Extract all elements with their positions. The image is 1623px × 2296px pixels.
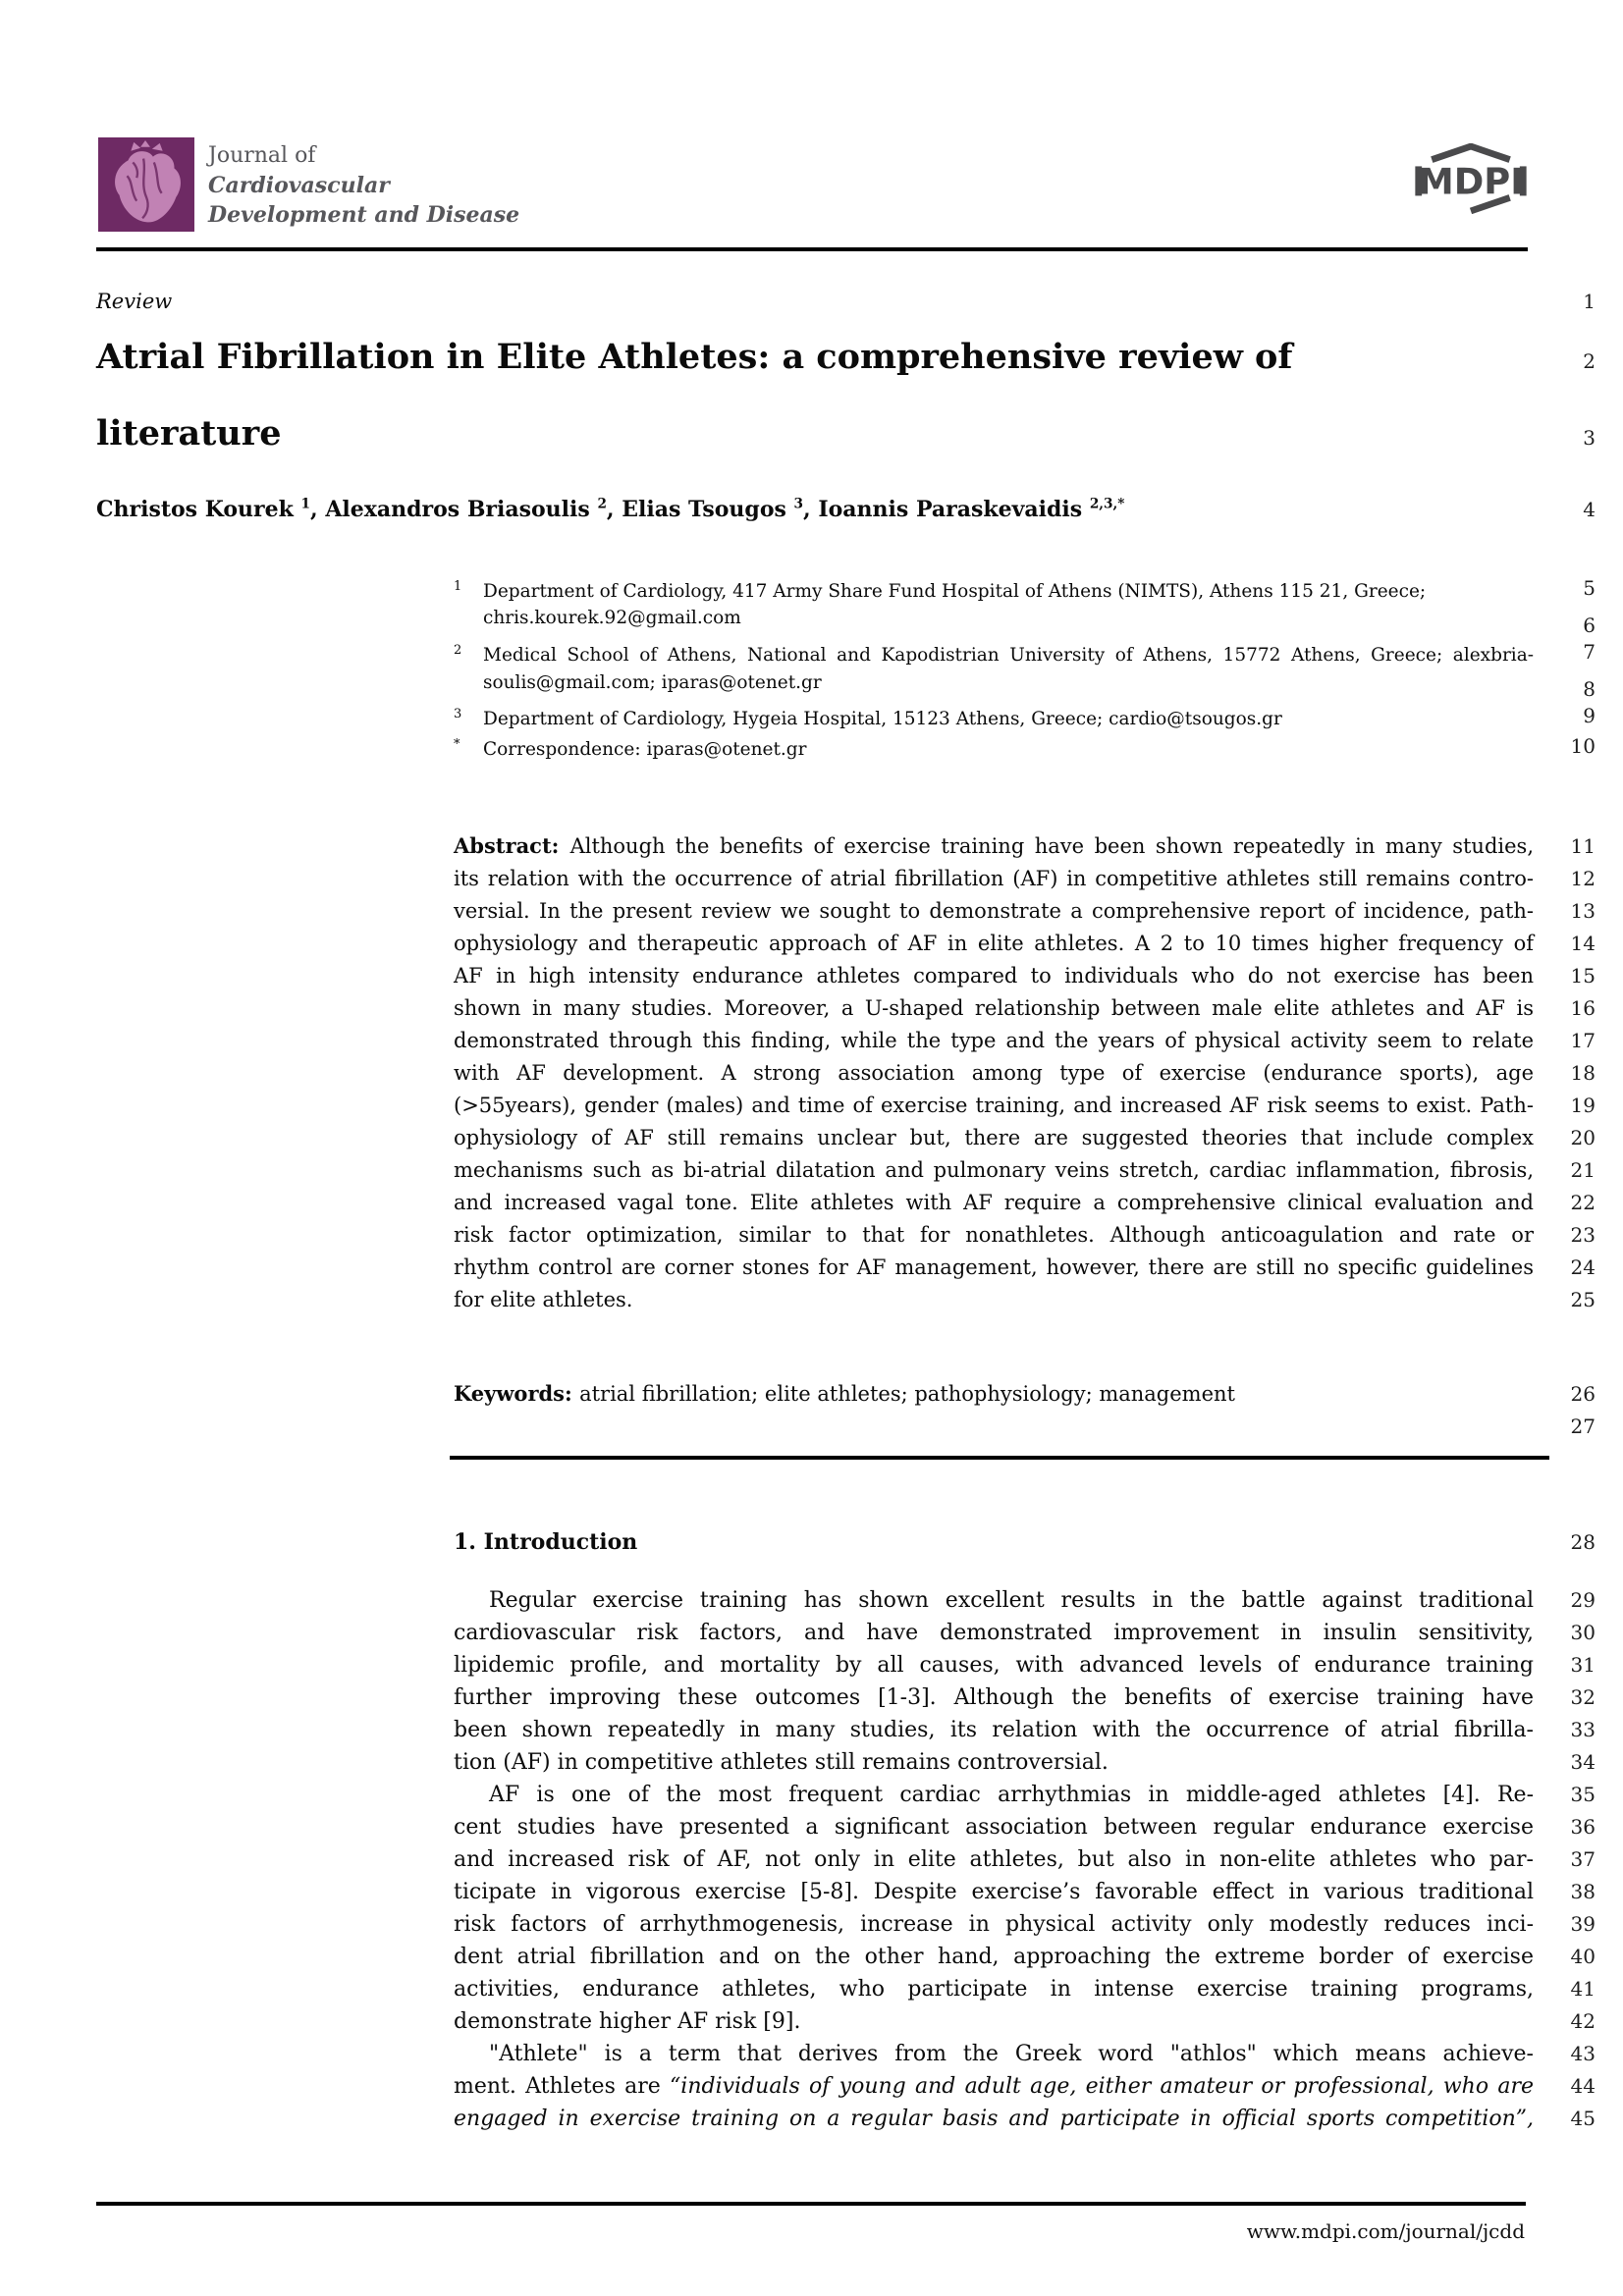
authors-block (0, 496, 1623, 523)
text-line (96, 2070, 1596, 2103)
line-number: 10 (1570, 733, 1596, 758)
text-segment: AF is one of the most frequent cardiac arrhythmias in middle-aged athletes [4]. Re- (489, 1783, 1534, 1808)
line-number: 12 (1570, 867, 1596, 891)
text-segment: and increased vagal tone. Elite athletes with AF require a comprehensive clinical evaluation and (454, 1191, 1534, 1215)
line-number: 2 (1583, 349, 1596, 373)
text-segment: AF in high intensity endurance athletes compared to individuals who do not exercise has been (454, 964, 1534, 988)
affiliation-text (483, 669, 1534, 696)
text-line (96, 1682, 1596, 1714)
text-line (96, 895, 1596, 928)
text-segment: Keywords: (454, 1381, 580, 1407)
text-line (96, 1908, 1596, 1941)
text-line (96, 1714, 1596, 1746)
text-line (96, 928, 1596, 960)
introduction-heading-block (0, 1526, 1623, 1559)
line-number: 25 (1570, 1288, 1596, 1312)
line-number: 38 (1570, 1880, 1596, 1904)
text-segment: with AF development. A strong association among type of exercise (endurance sports), age (454, 1061, 1534, 1086)
affiliations-block (0, 575, 1623, 763)
text-segment: Medical School of Athens, National and Kapodistrian University of Athens, 15772 Athens, Greece; alexbria- (483, 645, 1534, 667)
text-segment: lipidemic profile, and mortality by all causes, with advanced levels of endurance training (454, 1653, 1534, 1679)
text-segment: (>55years), gender (males) and time of exercise training, and increased AF risk seems to exist. Path- (454, 1094, 1534, 1118)
affiliation-text (483, 736, 1534, 763)
affiliation-marker: 1 (454, 579, 462, 594)
line-number: 29 (1570, 1588, 1596, 1613)
text-line (96, 288, 1596, 315)
text-segment: Review (96, 290, 173, 313)
line-number: 27 (1570, 1415, 1596, 1439)
line-number: 6 (1583, 613, 1596, 637)
text-line (96, 1811, 1596, 1843)
text-segment: chris.kourek.92@gmail.com (483, 608, 741, 629)
text-segment: shown in many studies. Moreover, a U-shaped relationship between male elite athletes and AF is (454, 996, 1534, 1021)
text-line (96, 1284, 1596, 1316)
text-line (96, 1876, 1596, 1908)
text-segment: literature (96, 413, 282, 454)
line-number: 13 (1570, 899, 1596, 924)
text-segment: demonstrated through this finding, while the type and the years of physical activity seem to relate (454, 1029, 1534, 1053)
line-number: 23 (1570, 1223, 1596, 1248)
text-segment: Correspondence: iparas@otenet.gr (483, 738, 807, 760)
text-line (96, 1187, 1596, 1219)
line-number: 18 (1570, 1061, 1596, 1086)
text-line (96, 960, 1596, 992)
line-number: 44 (1570, 2074, 1596, 2099)
text-segment: rhythm control are corner stones for AF management, however, there are still no specific guidelines (454, 1255, 1534, 1280)
text-segment: dent atrial fibrillation and on the other hand, approaching the extreme border of exercise (454, 1945, 1534, 1970)
text-line (96, 575, 1596, 605)
journal-name-line2: Development and Disease (208, 202, 520, 228)
line-number: 21 (1570, 1158, 1596, 1183)
affiliation-marker: 2 (454, 643, 462, 659)
line-number: 17 (1570, 1029, 1596, 1053)
line-number: 31 (1570, 1653, 1596, 1678)
affiliation-text (483, 578, 1534, 605)
text-line (96, 863, 1596, 895)
text-line (96, 992, 1596, 1025)
text-segment: ophysiology of AF still remains unclear but, there are suggested theories that include complex (454, 1126, 1534, 1150)
text-segment: demonstrate higher AF risk [9]. (454, 2009, 801, 2035)
text-line (96, 2103, 1596, 2135)
affiliation-marker (454, 600, 483, 626)
line-number: 16 (1570, 996, 1596, 1021)
affiliation-marker: 3 (454, 707, 462, 722)
abstract-block (0, 829, 1623, 1316)
text-segment: Department of Cardiology, Hygeia Hospital, 15123 Athens, Greece; cardio@tsougos.gr (483, 709, 1282, 730)
text-line (96, 703, 1596, 732)
text-segment: Although the benefits of exercise training have been shown repeatedly in many studies, (569, 834, 1534, 859)
text-segment: soulis@gmail.com; iparas@otenet.gr (483, 671, 822, 693)
text-line (96, 1746, 1596, 1779)
text-line (96, 1219, 1596, 1252)
line-number: 20 (1570, 1126, 1596, 1150)
text-segment: ticipate in vigorous exercise [5-8]. Despite exercise’s favorable effect in various traditional (454, 1880, 1534, 1905)
line-number: 35 (1570, 1783, 1596, 1807)
spacer-line-block (0, 1411, 1623, 1443)
text-segment: 2 (597, 496, 607, 512)
line-number: 43 (1570, 2042, 1596, 2066)
affiliation-marker: * (454, 736, 460, 752)
line-number: 40 (1570, 1945, 1596, 1969)
affiliation-text (483, 706, 1534, 732)
line-number: 39 (1570, 1912, 1596, 1937)
text-line (96, 2038, 1596, 2070)
text-segment: ment. Athletes are (454, 2074, 671, 2100)
text-segment: activities, endurance athletes, who participate in intense exercise training programs, (454, 1977, 1534, 2002)
text-segment: further improving these outcomes [1-3]. Although the benefits of exercise training have (454, 1685, 1534, 1711)
text-line (96, 1154, 1596, 1187)
text-line (96, 1025, 1596, 1057)
introduction-body-block (0, 1584, 1623, 2135)
text-segment: 3 (793, 496, 804, 512)
text-segment: Regular exercise training has shown excellent results in the battle against traditional (489, 1588, 1534, 1614)
text-line (96, 1090, 1596, 1122)
line-number: 37 (1570, 1847, 1596, 1872)
text-segment: 2,3,* (1089, 496, 1125, 512)
text-line (96, 1973, 1596, 2005)
text-line (96, 829, 1596, 863)
journal-url: www.mdpi.com/journal/jcdd (1246, 2219, 1525, 2243)
line-number: 3 (1583, 426, 1596, 450)
text-line (96, 321, 1596, 398)
journal-name-prefix: Journal of (208, 143, 316, 168)
line-number: 34 (1570, 1750, 1596, 1775)
text-line (96, 496, 1596, 523)
line-number: 15 (1570, 964, 1596, 988)
text-segment: cardiovascular risk factors, and have demonstrated improvement in insulin sensitivity, (454, 1621, 1534, 1646)
line-number: 30 (1570, 1621, 1596, 1645)
text-line (96, 1411, 1596, 1443)
line-number: 28 (1570, 1530, 1596, 1555)
text-segment: mechanisms such as bi-atrial dilatation and pulmonary veins stretch, cardiac inflammation, fibrosis, (454, 1158, 1534, 1183)
text-line (96, 2005, 1596, 2038)
line-number: 8 (1583, 677, 1596, 702)
text-segment: been shown repeatedly in many studies, its relation with the occurrence of atrial fibrilla- (454, 1718, 1534, 1743)
line-number: 42 (1570, 2009, 1596, 2034)
affiliation-text (483, 642, 1534, 668)
journal-name-line1: Cardiovascular (208, 173, 390, 198)
line-number: 22 (1570, 1191, 1596, 1215)
affiliation-text (483, 605, 1534, 631)
footer-rule (96, 2202, 1526, 2206)
line-number: 7 (1583, 640, 1596, 665)
text-line (96, 1377, 1596, 1411)
text-segment: tion (AF) in competitive athletes still remains controversial. (454, 1750, 1109, 1776)
article-type-block (0, 288, 1623, 315)
text-line (96, 605, 1596, 639)
text-segment: , Alexandros Briasoulis (310, 497, 598, 522)
keywords-divider-rule (450, 1456, 1549, 1460)
text-segment: risk factor optimization, similar to that for nonathletes. Although anticoagulation and rate or (454, 1223, 1534, 1248)
line-number: 41 (1570, 1977, 1596, 2002)
text-line (96, 733, 1596, 763)
line-number: 11 (1570, 834, 1596, 859)
text-line (96, 669, 1596, 704)
mdpi-logo-text: MDPI (1418, 160, 1524, 203)
text-segment: ophysiology and therapeutic approach of AF in elite athletes. A 2 to 10 times higher frequency of (454, 932, 1534, 956)
line-number: 36 (1570, 1815, 1596, 1840)
text-segment: 1 (300, 496, 311, 512)
text-line (96, 1843, 1596, 1876)
text-segment: risk factors of arrhythmogenesis, increase in physical activity only modestly reduces inci- (454, 1912, 1534, 1938)
text-line (96, 1526, 1596, 1559)
text-segment: “individuals of young and adult age, either amateur or professional, who are (670, 2074, 1534, 2100)
text-line (96, 1779, 1596, 1811)
text-line (96, 1941, 1596, 1973)
text-segment: and increased risk of AF, not only in elite athletes, but also in non-elite athletes who par- (454, 1847, 1534, 1873)
text-line (96, 1584, 1596, 1617)
text-segment: Atrial Fibrillation in Elite Athletes: a comprehensive review of (96, 337, 1293, 377)
line-number: 19 (1570, 1094, 1596, 1118)
article-title-block (0, 321, 1623, 474)
line-number: 32 (1570, 1685, 1596, 1710)
text-segment: , Elias Tsougos (606, 497, 794, 522)
text-segment: Department of Cardiology, 417 Army Share Fund Hospital of Athens (NIMTS), Athens 115 21, Greece; (483, 581, 1427, 602)
text-segment: "Athlete" is a term that derives from the Greek word "athlos" which means achieve- (489, 2042, 1534, 2067)
line-number: 9 (1583, 704, 1596, 728)
line-number: 14 (1570, 932, 1596, 956)
text-line (96, 639, 1596, 668)
text-segment: atrial fibrillation; elite athletes; pathophysiology; management (579, 1382, 1235, 1407)
text-segment: engaged in exercise training on a regular basis and participate in official sports competition”, (454, 2107, 1534, 2132)
keywords-block (0, 1377, 1623, 1411)
affiliation-marker (454, 665, 483, 691)
text-line (96, 1252, 1596, 1284)
line-number: 1 (1583, 290, 1596, 313)
text-line (96, 1122, 1596, 1154)
text-segment: for elite athletes. (454, 1288, 633, 1312)
text-segment: Christos Kourek (96, 497, 301, 522)
text-segment: its relation with the occurrence of atrial fibrillation (AF) in competitive athletes still remains contro- (454, 867, 1534, 891)
text-segment: , Ioannis Paraskevaidis (803, 497, 1090, 522)
line-number: 26 (1570, 1382, 1596, 1407)
text-line (96, 1617, 1596, 1649)
line-number: 5 (1583, 576, 1596, 600)
text-segment: versial. In the present review we sought to demonstrate a comprehensive report of incidence, path- (454, 899, 1534, 924)
text-line (96, 398, 1596, 474)
line-number: 4 (1583, 498, 1596, 521)
line-number: 24 (1570, 1255, 1596, 1280)
text-line (96, 1057, 1596, 1090)
text-line (96, 1649, 1596, 1682)
text-segment: Abstract: (454, 833, 570, 859)
line-number: 45 (1570, 2107, 1596, 2131)
line-number: 33 (1570, 1718, 1596, 1742)
text-segment: cent studies have presented a significant association between regular endurance exercise (454, 1815, 1534, 1841)
text-segment: 1. Introduction (454, 1529, 638, 1556)
